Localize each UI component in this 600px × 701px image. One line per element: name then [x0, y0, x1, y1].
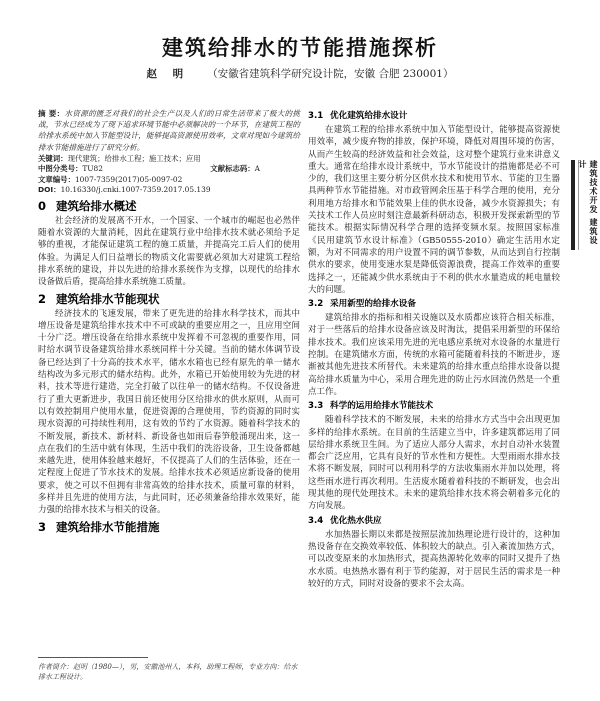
- clc-label: 中图分类号：: [38, 164, 83, 174]
- right-column: [308, 108, 560, 590]
- section-2-paragraph: 经济技术的飞速发展，带来了更先进的给排水科学技术，而其中增压设备是建筑给排水技术中不可或缺的重要应用之一，且应用空间十分广泛。增压设备在给排水系统中发挥着不可忽视的重要作用，同时给水调节设备建筑给排水系统同样十分关键。当前的储水体调节设备已经达到了十分高的技术水平，储水水箱也已经有原先的单一储水结构改为多元形式的储水结构。此外，水箱已开始使用较为先进的材料，技术等进行建造，完全打破了以往单一的储水结构。不仅设备进行了重大更新进步，我国日前还使用分区给排水的供水原则，从而可以有效控制用户使用水量，促进资源的合理使用，节约资源的同时实现水资源的可持续性利用，这有效的节约了水资源。随着科学技术的不断发展，新技术、新材料、新设备也如雨后春笋般涌现出来，这一点在我们的生活中就有体现，生活中我们的洗浴设备，卫生设备都越来越先进，使用体验越来越好，不仅提高了人们的生活体验，还在一定程度上促进了节水技术的发展。给排水技术必须适应新设备的使用要求，使之可以不但拥有非常高效的给排水技术，质量可靠的材料，多样并且先进的使用方法，与此同时，还必须兼备给排水效果好，能力强的给排水技术与相关的设备。: [38, 308, 300, 516]
- byline: [0, 66, 600, 81]
- doc-code-label: 文献标志码：: [210, 164, 255, 174]
- subsection-3-2-paragraph: 建筑给排水的指标和相关设施以及水质都应该符合相关标准，对于一些落后的给排水设备应该及时淘汰，提倡采用新型的环保给排水技术。我们应该采用先进的光电感应系统对水设备的水量进行控制。在建筑储水方面，传统的水箱可能随着科技的不断进步，逐渐被其他先进技术所替代。未来建筑的给排水重点给排水设备以提高给排水质量为中心，采用合理先进的防止污水回流仍然是一个重点工作。: [308, 313, 560, 397]
- subsection-title: 优化热水供应: [330, 515, 382, 526]
- subsection-3-2-heading: [308, 298, 560, 311]
- section-0-heading: [38, 199, 300, 213]
- subsection-number: 3.2: [308, 299, 324, 310]
- subsection-3-3-paragraph: 随着科学技术的不断发展，未来的给排水方式当中会出现更加多样的给排水系统。在目前的生活建立当中，许多建筑都运用了同层给排水系统卫生间。为了适应人部分人需求，水封自动补水装置都会广泛应用，它具有良好的节水性和方便性。大型雨雨水排水技术将不断发展，同时可以利用科学的方法收集雨水并加以处理，将这些雨水进行再次利用。生活废水随着着科技的不断研发，也会出现其他的现代处理技术。未来的建筑给排水技术将会朝着多元化的方向发展。: [308, 415, 560, 512]
- author-name: 赵 明: [146, 68, 190, 80]
- clc-value: TU82: [82, 164, 103, 174]
- section-0-paragraph: 社会经济的发展离不开水，一个国家、一个城市的崛起也必然伴随着水资源的大量消耗，因此在建筑行业中给排水技术就必须给予足够的重视，才能保证建筑工程的施工质量，并提高完工后人们的使用体验。为满足人们日益增长的物质文化需要就必须加大对建筑工程给排水系统的建设，并以先进的给排水系统作为支撑，以现代的给排水设备做后盾，提高给排水系统施工质量。: [38, 215, 300, 288]
- subsection-3-1-heading: [308, 110, 560, 123]
- paper-title: 建筑给排水的节能措施探析: [162, 36, 438, 60]
- section-number: 0: [38, 198, 47, 213]
- subsection-3-4-paragraph: 水加热器长期以来都是按照层流加热理论进行设计的，这种加热设备存在交换效率较低、体积较大的缺点。引入紊流加热方式，可以改变原来的水加热形式，提高热源转化效率的同时又提升了热水水质。电热热水器有利于节约能源，对于居民生活的需求是一种较好的方式，同时对设备的要求不会太高。: [308, 529, 560, 589]
- abstract: [38, 108, 300, 153]
- section-3-heading: [38, 520, 300, 534]
- abstract-text: 水资源的匮乏对我们的社会生产以及人们的日常生活带来了极大的挑战，节水已经成为了现下追求环境节能中必须解决的一个环节，在建筑工程的给排水系统中加入节能型设计，能够提高资源使用效率，文章对现如今建筑给排水节能措施进行了研究分析。: [38, 109, 300, 152]
- subsection-3-4-heading: [308, 515, 560, 528]
- section-number: 3: [38, 519, 47, 534]
- author-affiliation: （安徽省建筑科学研究设计院，安徽 合肥 230001）: [207, 68, 454, 80]
- article-metadata: [38, 154, 300, 196]
- classification-row: [38, 164, 300, 175]
- clc-number: [38, 164, 103, 175]
- subsection-3-1-paragraph: 在建筑工程的给排水系统中加入节能型设计，能够提高资源使用效率，减少废弃物的排放，保护环境，降低对周围环境的伤害，从而产生较高的经济效益和社会效益，这对整个建筑行业来讲意义重大。通常在给排水设计系统中，节水节能设计的措施都是必不可少的，我们这里主要分析分区供水技术和使用节水、节能的卫生器具两种节水节能措施。对市政管网余压基于科学合理的使用，充分利用地方给排水和节能效果上佳的供水设备，减少水资源损失；有关技术工作人员应时刻注意最新科研动态，积极开发探索新型的节能技术。根据实际情况科学合理的选择变频水泵。按照国家标准《民用建筑节水设计标准》（GB50555-2010）确定生活用水定额，为对不同需求的用户设置不同的调节参数，从而达到自行控制供水的要求，使用变速水泵是降低资源浪费，提高工作效率的重要选择之一，还能减少供水系统由于不利的供水水量造成的耗电量较大的问题。: [308, 125, 560, 295]
- subsection-number: 3.3: [308, 401, 324, 412]
- keywords-text: 现代建筑；给排水工程；施工技术；应用: [67, 153, 201, 163]
- article-no-label: 文章编号：: [38, 174, 75, 184]
- abstract-label: 摘 要：: [38, 109, 65, 118]
- section-title: 建筑给排水概述: [56, 198, 137, 213]
- doi-value: 10.16330/j.cnki.1007-7359.2017.05.139: [60, 185, 211, 195]
- subsection-title: 科学的运用给排水节能技术: [330, 401, 434, 412]
- subsection-title: 优化建筑给排水设计: [330, 111, 408, 121]
- doi: [38, 185, 300, 196]
- footnote-rule: [38, 657, 148, 658]
- section-number: 2: [38, 291, 47, 306]
- doi-label: DOI：: [38, 185, 61, 195]
- article-number: [38, 175, 300, 186]
- section-title: 建筑给排水节能措施: [56, 519, 160, 534]
- subsection-3-3-heading: [308, 400, 560, 413]
- section-title: 建筑给排水节能现状: [56, 291, 160, 306]
- article-no-value: 1007-7359(2017)05-0097-02: [74, 174, 183, 184]
- keywords: [38, 154, 300, 165]
- subsection-title: 采用新型的给排水设备: [330, 299, 416, 310]
- keywords-label: 关键词：: [38, 153, 68, 163]
- doc-code-value: A: [254, 164, 260, 174]
- subsection-number: 3.1: [308, 111, 324, 121]
- document-code: [210, 164, 260, 175]
- section-2-heading: [38, 292, 300, 306]
- author-footnote: 作者简介：赵明（1980—），男，安徽池州人，本科，助理工程师，专业方向：给水排水工程设计。: [38, 663, 298, 681]
- left-column: [38, 108, 300, 536]
- side-tab-marker: [571, 160, 575, 250]
- subsection-number: 3.4: [308, 515, 324, 526]
- journal-side-tab: 建筑技术开发 建筑设计: [578, 160, 597, 250]
